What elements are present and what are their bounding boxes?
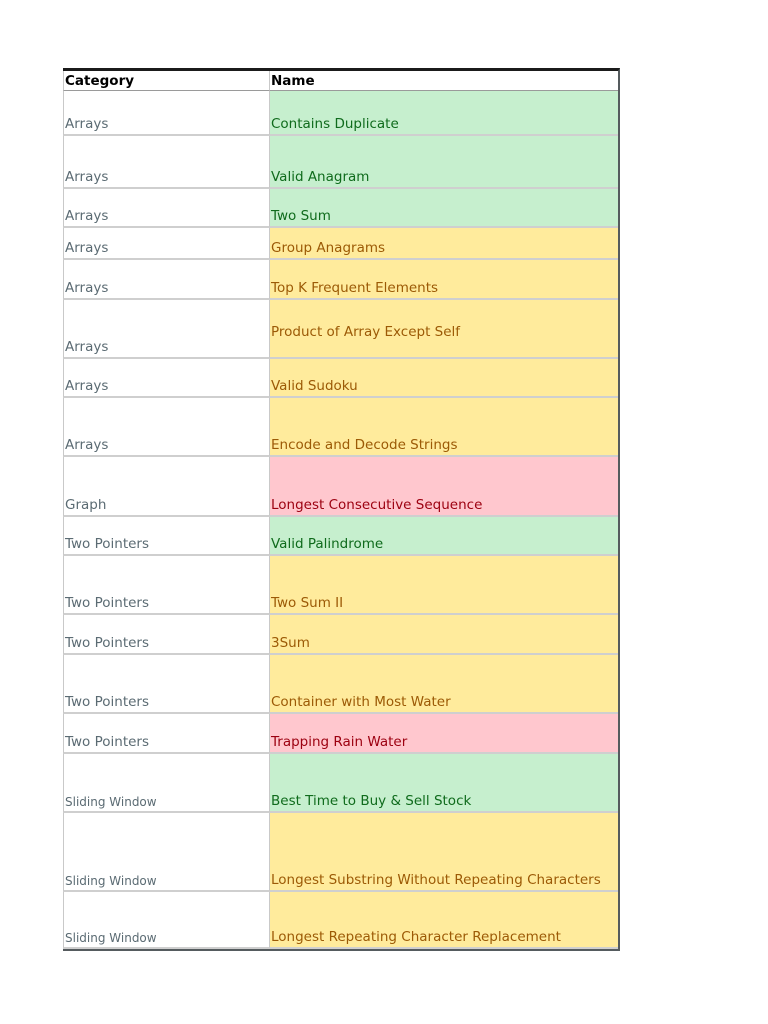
problem-name-cell[interactable]: Product of Array Except Self <box>270 300 618 359</box>
problem-name-cell[interactable]: Valid Palindrome <box>270 517 618 556</box>
problem-name-cell[interactable]: Contains Duplicate <box>270 91 618 136</box>
problem-name-cell[interactable]: Longest Consecutive Sequence <box>270 457 618 517</box>
category-cell[interactable]: Arrays <box>63 91 270 136</box>
spreadsheet-table <box>63 68 620 951</box>
table-row <box>63 517 618 556</box>
table-row <box>63 398 618 457</box>
problem-name-cell[interactable]: Container with Most Water <box>270 655 618 714</box>
category-cell[interactable]: Arrays <box>63 359 270 398</box>
problem-name-cell[interactable]: Encode and Decode Strings <box>270 398 618 457</box>
problem-name-cell[interactable]: Top K Frequent Elements <box>270 260 618 300</box>
problem-name-cell[interactable]: Best Time to Buy & Sell Stock <box>270 754 618 813</box>
table-row <box>63 136 618 189</box>
category-cell[interactable]: Two Pointers <box>63 615 270 655</box>
problem-name-cell[interactable]: Group Anagrams <box>270 228 618 260</box>
category-cell[interactable]: Two Pointers <box>63 556 270 615</box>
table-row <box>63 189 618 228</box>
category-cell[interactable]: Arrays <box>63 136 270 189</box>
problem-name-cell[interactable]: Two Sum II <box>270 556 618 615</box>
category-cell[interactable]: Arrays <box>63 228 270 260</box>
table-row <box>63 359 618 398</box>
category-cell[interactable]: Arrays <box>63 260 270 300</box>
category-cell[interactable]: Two Pointers <box>63 714 270 754</box>
category-cell[interactable]: Graph <box>63 457 270 517</box>
problem-name-cell[interactable]: Valid Sudoku <box>270 359 618 398</box>
category-cell[interactable]: Sliding Window <box>63 813 270 892</box>
category-cell[interactable]: Two Pointers <box>63 517 270 556</box>
category-cell[interactable]: Sliding Window <box>63 892 270 949</box>
table-row <box>63 892 618 949</box>
column-header-category[interactable]: Category <box>63 71 270 91</box>
table-row <box>63 556 618 615</box>
category-cell[interactable]: Sliding Window <box>63 754 270 813</box>
category-cell[interactable]: Two Pointers <box>63 655 270 714</box>
table-row <box>63 615 618 655</box>
problem-name-cell[interactable]: 3Sum <box>270 615 618 655</box>
table-row <box>63 91 618 136</box>
category-cell[interactable]: Arrays <box>63 300 270 359</box>
table-row <box>63 655 618 714</box>
table-row <box>63 813 618 892</box>
table-row <box>63 300 618 359</box>
table-row <box>63 260 618 300</box>
problem-name-cell[interactable]: Valid Anagram <box>270 136 618 189</box>
problem-name-cell[interactable]: Trapping Rain Water <box>270 714 618 754</box>
table-row <box>63 457 618 517</box>
column-header-name[interactable]: Name <box>270 71 618 91</box>
problem-name-cell[interactable]: Longest Repeating Character Replacement <box>270 892 618 949</box>
table-row <box>63 754 618 813</box>
header-row <box>63 71 618 91</box>
problem-name-cell[interactable]: Longest Substring Without Repeating Characters <box>270 813 618 892</box>
table-row <box>63 714 618 754</box>
table-row <box>63 228 618 260</box>
category-cell[interactable]: Arrays <box>63 189 270 228</box>
category-cell[interactable]: Arrays <box>63 398 270 457</box>
problem-name-cell[interactable]: Two Sum <box>270 189 618 228</box>
